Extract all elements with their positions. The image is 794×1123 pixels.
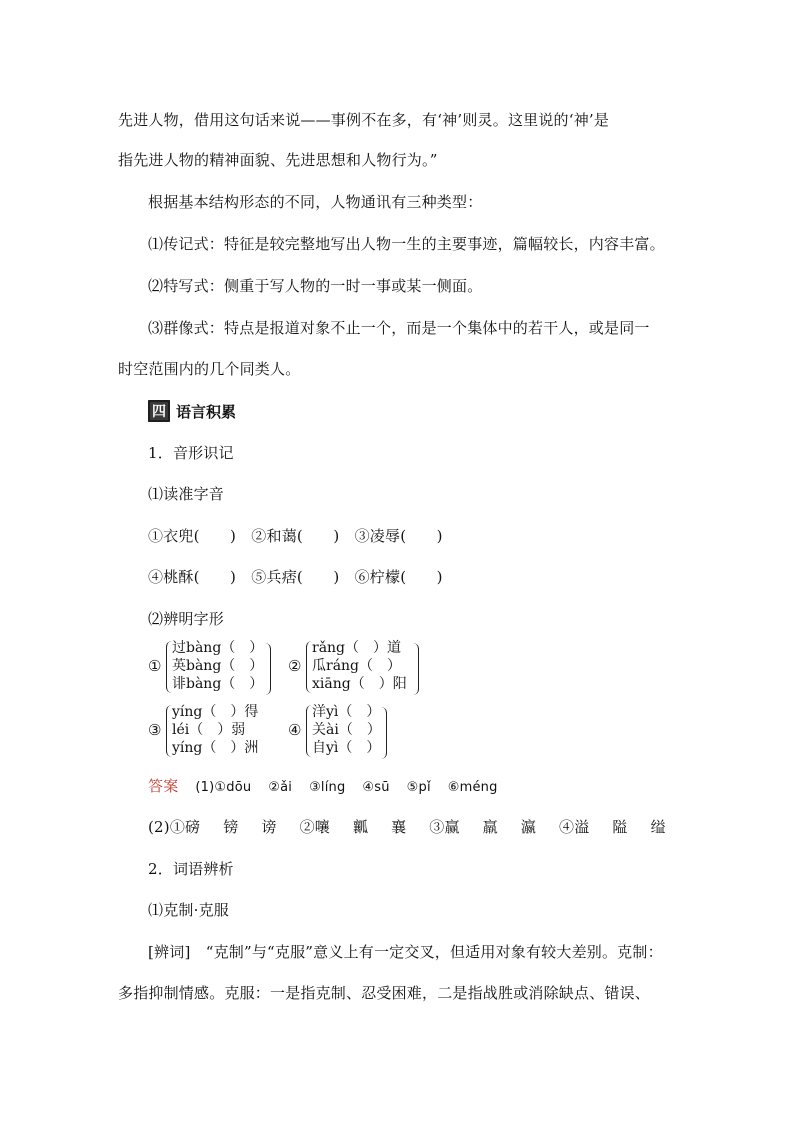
paragraph-line: ⑵特写式：侧重于写人物的一时一事或某一侧面。: [148, 277, 483, 295]
glyph-group-3: [148, 703, 278, 763]
paragraph-line: 根据基本结构形态的不同，人物通讯有三种类型：: [148, 193, 483, 211]
answer-glyph: 缢: [650, 818, 666, 836]
paragraph-line: 时空范围内的几个同类人。: [118, 360, 301, 378]
glyph-group-4: [288, 703, 398, 763]
group-row: 瓜ráng（ ）: [312, 658, 402, 674]
answer-item: ③líng: [309, 780, 346, 795]
group-row: xiāng（ ）阳: [312, 676, 407, 692]
sub-question: ⑴读准字音: [148, 485, 225, 503]
paragraph-line: 指先进人物的精神面貌、先进思想和人物行为。”: [118, 151, 438, 169]
group-row: yíng（ ）得: [172, 704, 259, 720]
answer-glyph: 隘: [612, 818, 628, 836]
question-title: 2．词语辨析: [148, 860, 234, 878]
answer-glyph: 羸: [482, 818, 498, 836]
paragraph-line: 多指抑制情感。克服：一是指克制、忍受困难，二是指战胜或消除缺点、错误、: [118, 984, 651, 1002]
pinyin-row: ④桃酥( ) ⑤兵痞( ) ⑥柠檬( ): [148, 568, 443, 586]
pinyin-row: ①衣兜( ) ②和蔼( ) ③凌辱( ): [148, 527, 443, 545]
group-row: 自yì（ ）: [312, 740, 381, 756]
glyph-group-2: [288, 639, 428, 699]
section-title: 语言积累: [176, 402, 237, 421]
section-badge-icon: 四: [148, 400, 170, 422]
group-row: 过bàng（ ）: [172, 640, 264, 656]
answer-row-glyphs: [148, 817, 710, 837]
answer-item: ④sū: [362, 780, 390, 795]
group-row: 诽bàng（ ）: [172, 676, 264, 692]
sub-question: ⑴克制·克服: [148, 901, 229, 919]
right-brace: [264, 643, 271, 695]
group-row: 英bàng（ ）: [172, 658, 264, 674]
answer-glyph: 镑: [223, 818, 239, 836]
answer-item: ②ǎi: [268, 780, 293, 795]
paragraph-line: ⑴传记式：特征是较完整地写出人物一生的主要事迹，篇幅较长，内容丰富。: [148, 235, 665, 253]
group-row: yíng（ ）洲: [172, 740, 259, 756]
answer-glyph: 襄: [391, 818, 407, 836]
answer-row: [148, 776, 710, 798]
paragraph-line: [辨词] “克制”与“克服”意义上有一定交叉，但适用对象有较大差别。克制：: [148, 943, 663, 961]
answer-label: 答案: [148, 777, 179, 795]
answer-glyph: 瓤: [352, 818, 369, 836]
answer-glyph: ③赢: [429, 818, 460, 836]
answer-item: (1)①dōu: [195, 780, 252, 795]
answer-glyph: (2)①磅: [148, 818, 201, 836]
question-title: 1．音形识记: [148, 444, 234, 462]
group-row: 关ài（ ）: [312, 722, 381, 738]
paragraph-line: 先进人物，借用这句话来说——事例不在多，有‘神’则灵。这里说的‘神’是: [118, 111, 610, 129]
answer-item: ⑤pǐ: [406, 780, 431, 795]
answer-item: ⑥méng: [447, 780, 498, 795]
section-heading: [148, 400, 236, 422]
group-number: ④: [288, 721, 302, 739]
group-number: ③: [148, 721, 162, 739]
answer-glyph: ②嚷: [299, 818, 330, 836]
answer-glyph: ④溢: [559, 818, 590, 836]
group-row: rǎng（ ）道: [312, 640, 402, 656]
sub-question: ⑵辨明字形: [148, 610, 225, 628]
right-brace: [380, 707, 387, 759]
right-brace: [412, 643, 419, 695]
answer-glyph: 谤: [261, 818, 277, 836]
answer-glyph: 瀛: [520, 818, 537, 836]
group-row: léi（ ）弱: [172, 722, 246, 738]
group-number: ②: [288, 657, 302, 675]
group-number: ①: [148, 657, 162, 675]
group-row: 洋yì（ ）: [312, 704, 381, 720]
glyph-group-1: [148, 639, 278, 699]
paragraph-line: ⑶群像式：特点是报道对象不止一个，而是一个集体中的若干人，或是同一: [148, 319, 650, 337]
